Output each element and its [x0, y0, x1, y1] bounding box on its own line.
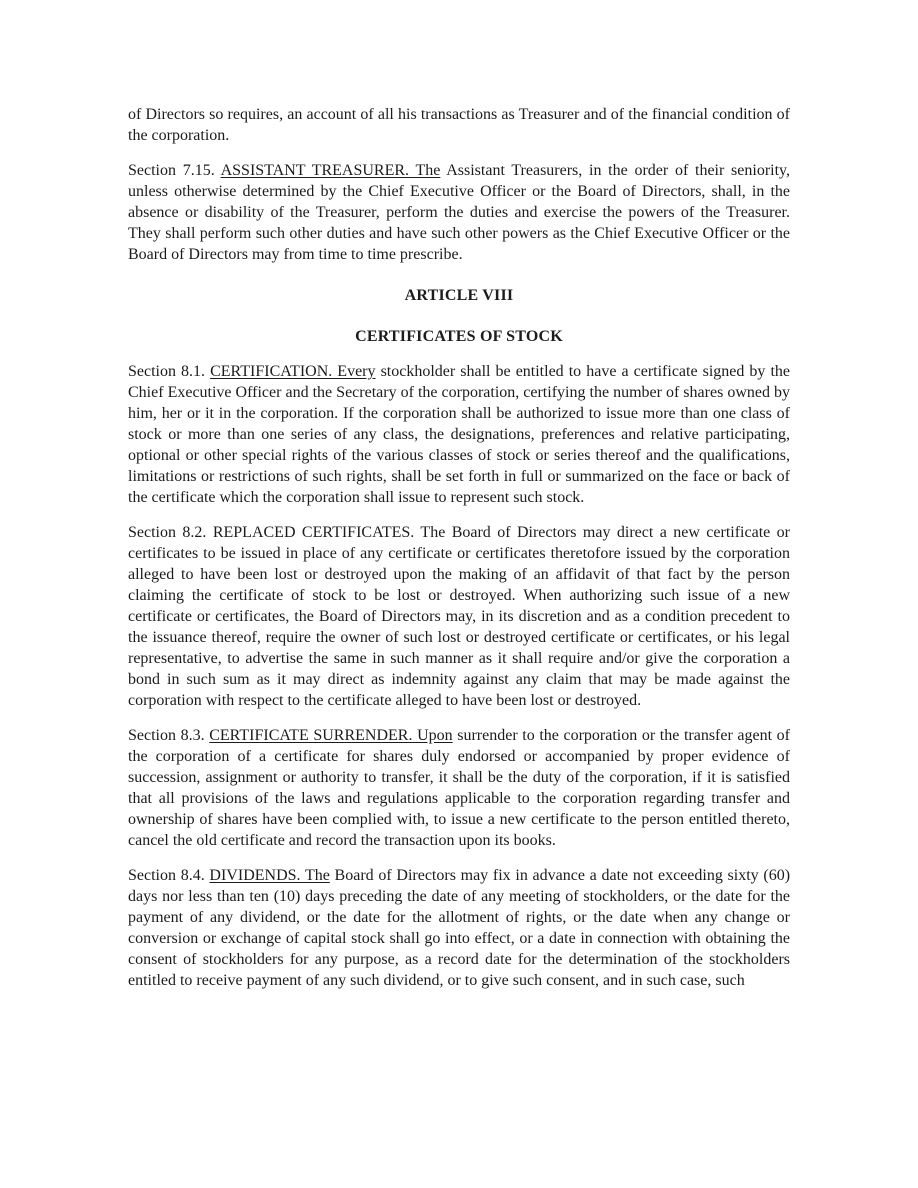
section-8-1 — [128, 361, 790, 508]
section-body: The Board of Directors may direct a new certificate or certificates to be issued in place of any certificate or certificates theretofore issued by the corporation alleged to have been lost or destroyed upon the making of an affidavit of that fact by the person claiming the certificate of stock to be lost or destroyed. When authorizing such issue of a new certificate or certificates, the Board of Directors may, in its discretion and as a condition precedent to the issuance thereof, require the owner of such lost or destroyed certificate or certificates, or his legal representative, to advertise the same in such manner as it shall require and/or give the corporation a bond in such sum as it may direct as indemnity against any claim that may be made against the corporation with respect to the certificate alleged to have been lost or destroyed. — [128, 524, 790, 709]
section-label: Section 8.2. — [128, 524, 207, 541]
section-8-2 — [128, 522, 790, 711]
section-body: surrender to the corporation or the transfer agent of the corporation of a certificate for shares duly endorsed or accompanied by proper evidence of succession, assignment or authority to transfer, it shall be the duty of the corporation, if it is satisfied that all provisions of the laws and regulations applicable to the corporation regarding transfer and ownership of shares have been complied with, to issue a new certificate to the person entitled thereto, cancel the old certificate and record the transaction upon its books. — [128, 727, 791, 849]
section-label: Section 8.4. — [128, 867, 205, 884]
article-heading: ARTICLE VIII — [404, 287, 514, 304]
paragraph-treasurer-continuation — [128, 104, 790, 146]
section-body: Assistant Treasurers, in the order of their seniority, unless otherwise determined by the Chief Executive Officer or the Board of Directors, shall, in the absence or disability of the Treasurer, perform the duties and exercise the powers of the Treasurer. They shall perform such other duties and have such other powers as the Chief Executive Officer or the Board of Directors may from time to time prescribe. — [128, 162, 791, 263]
section-label: Section 8.1. — [128, 363, 206, 380]
paragraph-text: of Directors so requires, an account of all his transactions as Treasurer and of the financial condition of the corporation. — [128, 106, 790, 144]
section-title: CERTIFICATION. Every — [210, 363, 376, 380]
section-title: ASSISTANT TREASURER. The — [220, 162, 441, 179]
section-title: REPLACED CERTIFICATES. — [212, 524, 415, 541]
section-title: CERTIFICATE SURRENDER. Upon — [209, 727, 453, 744]
section-label: Section 8.3. — [128, 727, 205, 744]
section-label: Section 7.15. — [128, 162, 215, 179]
section-7-15 — [128, 160, 790, 265]
section-body: stockholder shall be entitled to have a certificate signed by the Chief Executive Officer and the Secretary of the corporation, certifying the number of shares owned by him, her or it in the corporation. If the corporation shall be authorized to issue more than one class of stock or more than one series of any class, the designations, preferences and relative participating, optional or other special rights of the various classes of stock or series thereof and the qualifications, limitations or restrictions of such rights, shall be set forth in full or summarized on the face or back of the certificate which the corporation shall issue to represent such stock. — [128, 363, 791, 506]
section-title: DIVIDENDS. The — [209, 867, 330, 884]
article-subtitle: CERTIFICATES OF STOCK — [355, 328, 563, 345]
section-8-3 — [128, 725, 790, 851]
section-8-4 — [128, 865, 790, 991]
section-body: Board of Directors may fix in advance a date not exceeding sixty (60) days nor less than ten (10) days preceding the date of any meeting of stockholders, or the date for the payment of any dividend, or the date for the allotment of rights, or the date when any change or conversion or exchange of capital stock shall go into effect, or a date in connection with obtaining the consent of stockholders for any purpose, as a record date for the determination of the stockholders entitled to receive payment of any such dividend, or to give such consent, and in such case, such — [128, 867, 791, 989]
